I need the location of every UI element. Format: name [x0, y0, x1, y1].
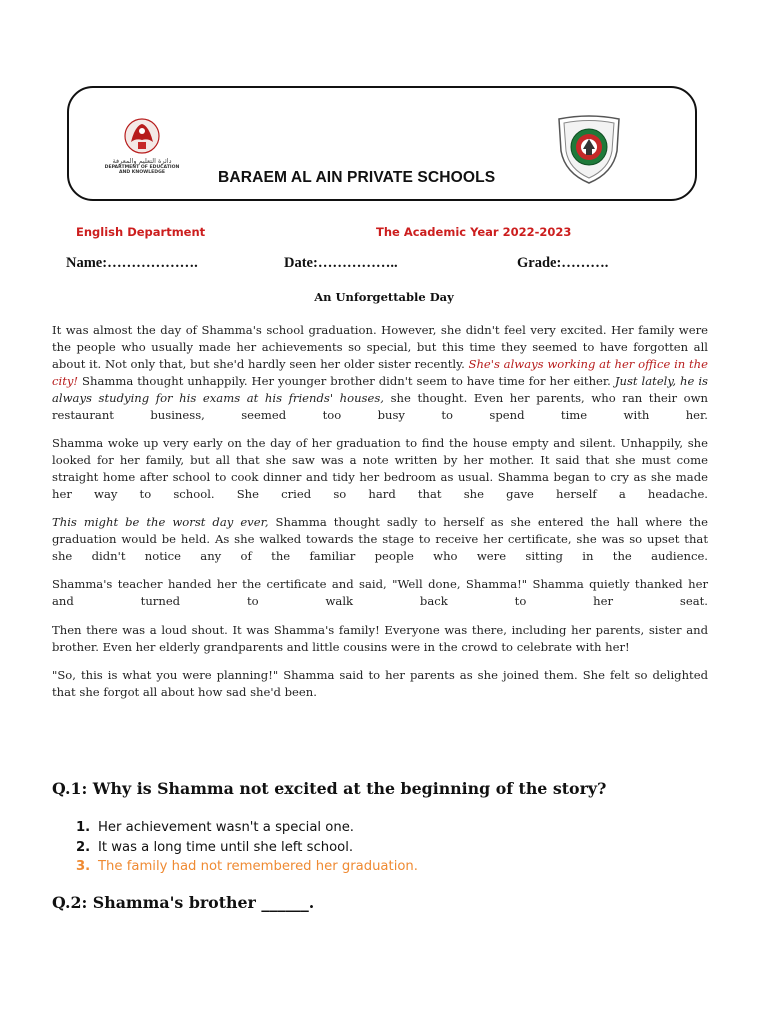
- option-3-number: 3.: [76, 859, 91, 875]
- option-1-text: Her achievement wasn't a special one.: [98, 820, 355, 835]
- school-crest-logo: [553, 111, 625, 191]
- crest-icon: [553, 111, 625, 187]
- story-p3-thought: This might be the worst day ever,: [52, 515, 269, 530]
- logo-english-line-2: AND KNOWLEDGE: [119, 170, 165, 175]
- date-field[interactable]: Date:……………..: [284, 255, 398, 271]
- story-p1-text-c: Shamma thought unhappily. Her younger brother didn't seem to have time for her either.: [78, 373, 615, 388]
- story-p3-text: Shamma thought sadly to herself as she entered the hall where the graduation would be held. As she walked towards the stage to receive her certificate, she was so upset that she didn't notice any of the familiar people who were sitting in the audience.: [52, 515, 708, 563]
- option-3-text: The family had not remembered her graduation.: [98, 859, 418, 875]
- story-paragraph-5: Then there was a loud shout. It was Shamma's family! Everyone was there, including her parents, sister and brother. Even her elderly grandparents and little cousins were in the crowd to celebrate with her!: [52, 622, 708, 654]
- school-name: BARAEM AL AIN PRIVATE SCHOOLS: [218, 169, 496, 186]
- name-field[interactable]: Name:……………….: [66, 255, 198, 271]
- story-p1-text-a: It was almost the day of Shamma's school graduation. However, she didn't feel very excited. Her family were the people who usually made her achievements so special, but this time they seemed to have forgotten all about it. Not only that, but she'd hardly seen her older sister recently.: [52, 323, 708, 371]
- option-2[interactable]: [76, 838, 418, 858]
- falcon-emblem-icon: [121, 116, 163, 156]
- story-paragraph-4: Shamma's teacher handed her the certificate and said, "Well done, Shamma!" Shamma quietly thanked her and turned to walk back to her seat.: [52, 577, 708, 609]
- story-p1-thought-2: Just lately, he is always studying for his exams at his friends' houses,: [52, 373, 708, 405]
- question-1: Q.1: Why is Shamma not excited at the beginning of the story?: [52, 779, 607, 798]
- department-of-education-logo: [96, 116, 188, 175]
- story-paragraph-6: "So, this is what you were planning!" Shamma said to her parents as she joined them. She felt so delighted that she forgot all about how sad she'd been.: [52, 667, 708, 699]
- option-2-number: 2.: [76, 839, 91, 855]
- story-paragraph-3: [52, 514, 708, 565]
- option-1[interactable]: [76, 818, 418, 838]
- question-1-options: [76, 818, 418, 877]
- story-p1-thought-1: She's always working at her office in the city!: [52, 356, 708, 388]
- question-2: Q.2: Shamma's brother ______.: [52, 893, 315, 912]
- story-p1-text-e: she thought. Even her parents, who ran their own restaurant business, seemed too busy to spend time with her.: [52, 390, 708, 422]
- logo-arabic-text: دائرة التعليم والمعرفة: [112, 157, 172, 165]
- option-1-number: 1.: [76, 820, 91, 835]
- option-3-highlighted[interactable]: [76, 857, 418, 877]
- story-title: An Unforgettable Day: [314, 290, 454, 304]
- grade-field[interactable]: Grade:……….: [517, 255, 609, 271]
- story-text: [52, 322, 708, 712]
- story-paragraph-1: [52, 322, 708, 423]
- story-paragraph-2: Shamma woke up very early on the day of her graduation to find the house empty and silent. Unhappily, she looked for her family, but all that she saw was a note written by her mother. It said that she must come straight home after school to cook dinner and tidy her bedroom as usual. Shamma began to cry as she made her way to school. She cried so hard that she gave herself a headache.: [52, 435, 708, 501]
- academic-year-label: The Academic Year 2022-2023: [376, 225, 572, 239]
- logo-english-line-1: DEPARTMENT OF EDUCATION: [104, 165, 180, 170]
- option-2-text: It was a long time until she left school.: [98, 839, 354, 855]
- department-label: English Department: [76, 225, 206, 239]
